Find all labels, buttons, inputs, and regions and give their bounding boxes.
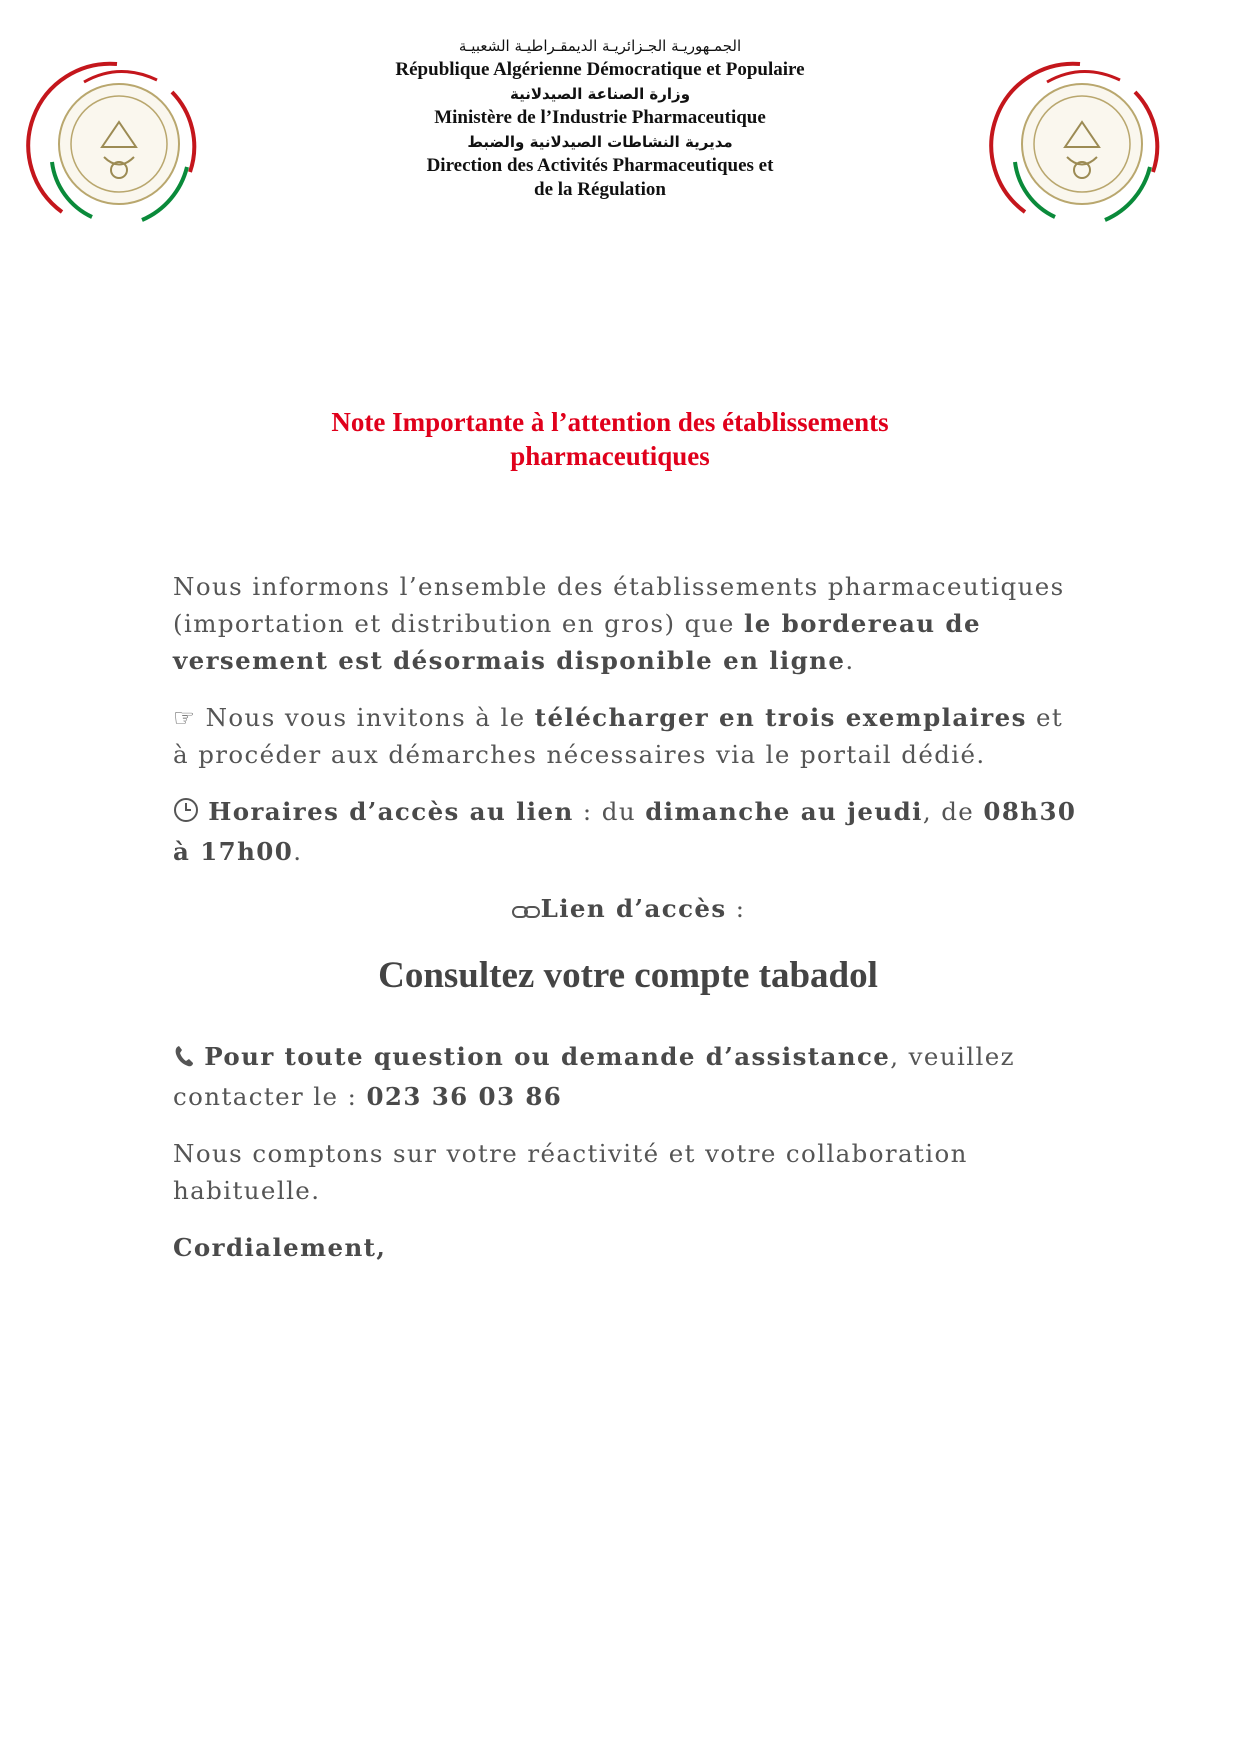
note-title-line-2: pharmaceutiques	[510, 441, 710, 471]
french-ministry-line: Ministère de l’Industrie Pharmaceutique	[434, 107, 766, 128]
hours-days: dimanche au jeudi	[645, 797, 923, 826]
hours-text-2: , de	[922, 797, 984, 826]
hours-times: 08h30 à 17h00	[173, 797, 1077, 866]
ministry-logo-right	[985, 52, 1180, 232]
arabic-ministry-line: وزارة الصناعة الصيدلانية	[509, 85, 691, 103]
note-title-line-1: Note Importante à l’attention des établissements	[331, 407, 889, 437]
download-text: Nous vous invitons à le	[196, 703, 535, 732]
hours-text-1: : du	[573, 797, 646, 826]
paragraph-collaboration: Nous comptons sur votre réactivité et votre collaboration habituelle.	[173, 1139, 968, 1205]
download-bold: télécharger en trois exemplaires	[534, 703, 1027, 732]
hours-end: .	[293, 837, 303, 866]
french-direction-line-1: Direction des Activités Pharmaceutiques et	[426, 155, 774, 176]
french-republic-line: République Algérienne Démocratique et Populaire	[395, 59, 805, 80]
link-label: Lien d’accès	[540, 894, 727, 923]
ministry-logo-left	[22, 52, 217, 232]
link-separator: :	[726, 894, 746, 923]
paragraph-announcement	[173, 568, 1083, 679]
announcement-bold: le bordereau de versement est désormais disponible en ligne	[173, 609, 981, 675]
announcement-text: Nous informons l’ensemble des établissements pharmaceutiques (importation et distribution en gros) que	[173, 572, 1065, 638]
assistance-text: , veuillez contacter le :	[173, 1042, 1015, 1111]
phone-icon	[173, 1041, 195, 1078]
closing	[173, 1229, 1083, 1266]
note-body	[173, 568, 1083, 1286]
tabadol-account-link[interactable]: Consultez votre compte tabadol	[378, 955, 878, 996]
paragraph-assistance	[173, 1038, 1083, 1115]
closing-text: Cordialement,	[173, 1233, 387, 1262]
paragraph-hours	[173, 793, 1083, 870]
phone-number: 023 36 03 86	[366, 1082, 563, 1111]
arabic-republic-line: الجمـهوريـة الجـزائريـة الديمقـراطيـة الشعبيـة	[458, 37, 742, 55]
hours-label: Horaires d’accès au lien	[208, 797, 574, 826]
chain-link-icon	[511, 893, 541, 930]
paragraph-link-label	[173, 890, 1083, 930]
download-end: et à procéder aux démarches nécessaires via le portail dédié.	[173, 703, 1064, 769]
arabic-direction-line: مديرية النشاطات الصيدلانية والضبط	[467, 133, 733, 151]
clock-icon	[173, 796, 199, 833]
note-title	[150, 405, 1070, 473]
pointing-hand-icon: ☞	[173, 703, 197, 732]
letterhead	[300, 34, 900, 202]
french-direction-line-2: de la Régulation	[534, 179, 666, 200]
paragraph-download	[173, 699, 1083, 773]
announcement-end: .	[845, 646, 855, 675]
assistance-bold: Pour toute question ou demande d’assistance	[204, 1042, 891, 1071]
